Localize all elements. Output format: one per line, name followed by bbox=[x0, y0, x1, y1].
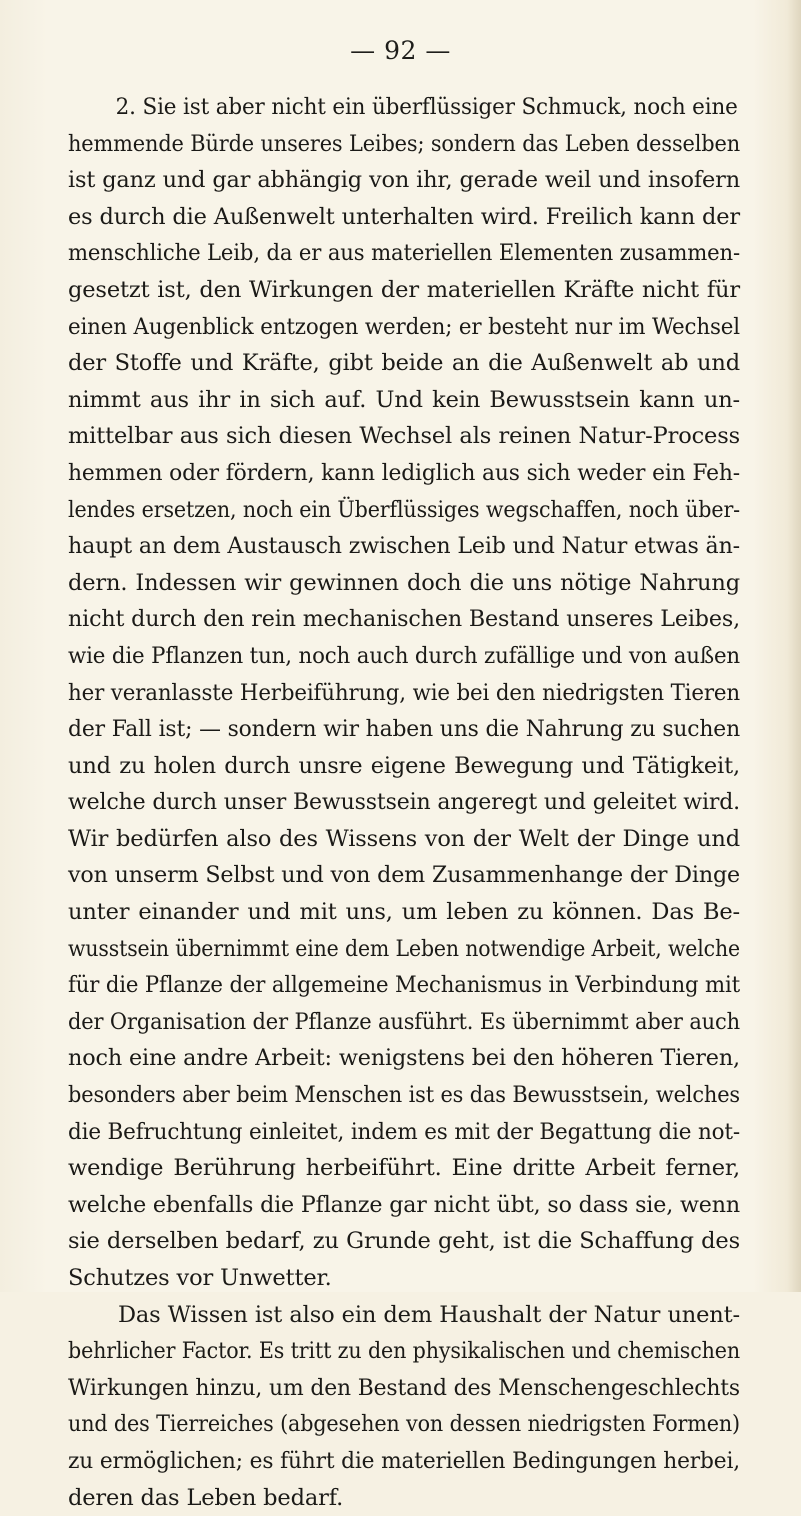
text-line: welche ebenfalls die Pflanze gar nicht übt, so dass sie, wenn bbox=[68, 1191, 740, 1218]
text-line: welche durch unser Bewusstsein angeregt und geleitet wird. bbox=[68, 789, 740, 816]
text-line: behrlicher Factor. Es tritt zu den physikalischen und chemischen bbox=[68, 1338, 740, 1365]
text-line: ist ganz und gar abhängig von ihr, gerade weil und insofern bbox=[68, 167, 740, 194]
text-line: deren das Leben bedarf. bbox=[68, 1484, 344, 1511]
text-line: einen Augenblick entzogen werden; er besteht nur im Wechsel bbox=[68, 313, 740, 340]
text-line: unter einander und mit uns, um leben zu können. Das Be- bbox=[68, 899, 740, 926]
text-line: nicht durch den rein mechanischen Bestand unseres Leibes, bbox=[68, 606, 740, 633]
text-line: die Befruchtung einleitet, indem es mit der Begattung die not- bbox=[68, 1118, 740, 1145]
text-line: gesetzt ist, den Wirkungen der materiellen Kräfte nicht für bbox=[68, 276, 740, 303]
text-line: zu ermöglichen; es führt die materiellen Bedingungen herbei, bbox=[68, 1447, 740, 1474]
paragraph bbox=[68, 1297, 740, 1516]
text-line: nimmt aus ihr in sich auf. Und kein Bewusstsein kann un- bbox=[68, 386, 740, 413]
text-line: hemmende Bürde unseres Leibes; sondern das Leben desselben bbox=[68, 130, 740, 157]
text-line: von unserm Selbst und von dem Zusammenhange der Dinge bbox=[68, 862, 740, 889]
text-line: dern. Indessen wir gewinnen doch die uns nötige Nahrung bbox=[68, 569, 740, 596]
text-line: 2. Sie ist aber nicht ein überflüssiger Schmuck, noch eine bbox=[115, 94, 738, 120]
text-line: für die Pflanze der allgemeine Mechanismus in Verbindung mit bbox=[68, 972, 740, 999]
body-text bbox=[68, 89, 740, 1516]
text-line: haupt an dem Austausch zwischen Leib und Natur etwas än- bbox=[68, 533, 740, 560]
text-line: der Organisation der Pflanze ausführt. Es übernimmt aber auch bbox=[68, 1008, 740, 1035]
page-number: — 92 — bbox=[350, 36, 451, 65]
text-line: Wirkungen hinzu, um den Bestand des Menschengeschlechts bbox=[68, 1374, 740, 1401]
text-line: lendes ersetzen, noch ein Überflüssiges wegschaffen, noch über- bbox=[68, 496, 740, 523]
text-line: wendige Berührung herbeiführt. Eine dritte Arbeit ferner, bbox=[68, 1155, 740, 1182]
page-edge-shadow bbox=[787, 0, 801, 1292]
text-line: Wir bedürfen also des Wissens von der Welt der Dinge und bbox=[68, 825, 740, 852]
text-line: noch eine andre Arbeit: wenigstens bei den höheren Tieren, bbox=[68, 1045, 740, 1072]
paragraph bbox=[68, 89, 740, 1297]
text-line: wie die Pflanzen tun, noch auch durch zufällige und von außen bbox=[68, 642, 740, 669]
text-line: es durch die Außenwelt unterhalten wird. Freilich kann der bbox=[68, 203, 740, 230]
text-line: Das Wissen ist also ein dem Haushalt der Natur unent- bbox=[118, 1301, 740, 1328]
text-line: menschliche Leib, da er aus materiellen Elementen zusammen- bbox=[68, 240, 740, 267]
text-line: der Fall ist; — sondern wir haben uns die Nahrung zu suchen bbox=[68, 716, 740, 743]
text-line: wusstsein übernimmt eine dem Leben notwendige Arbeit, welche bbox=[68, 935, 740, 962]
text-line: sie derselben bedarf, zu Grunde geht, ist die Schaffung des bbox=[68, 1228, 740, 1255]
text-line: her veranlasste Herbeiführung, wie bei den niedrigsten Tieren bbox=[68, 679, 740, 706]
text-line: hemmen oder fördern, kann lediglich aus sich weder ein Feh- bbox=[68, 459, 740, 486]
text-line: und des Tierreiches (abgesehen von dessen niedrigsten Formen) bbox=[68, 1411, 740, 1438]
text-line: und zu holen durch unsre eigene Bewegung und Tätigkeit, bbox=[68, 752, 740, 779]
text-line: der Stoffe und Kräfte, gibt beide an die Außenwelt ab und bbox=[68, 350, 740, 377]
text-line: mittelbar aus sich diesen Wechsel als reinen Natur-Process bbox=[68, 423, 740, 450]
text-line: Schutzes vor Unwetter. bbox=[68, 1265, 332, 1291]
text-line: besonders aber beim Menschen ist es das Bewusstsein, welches bbox=[68, 1082, 740, 1109]
